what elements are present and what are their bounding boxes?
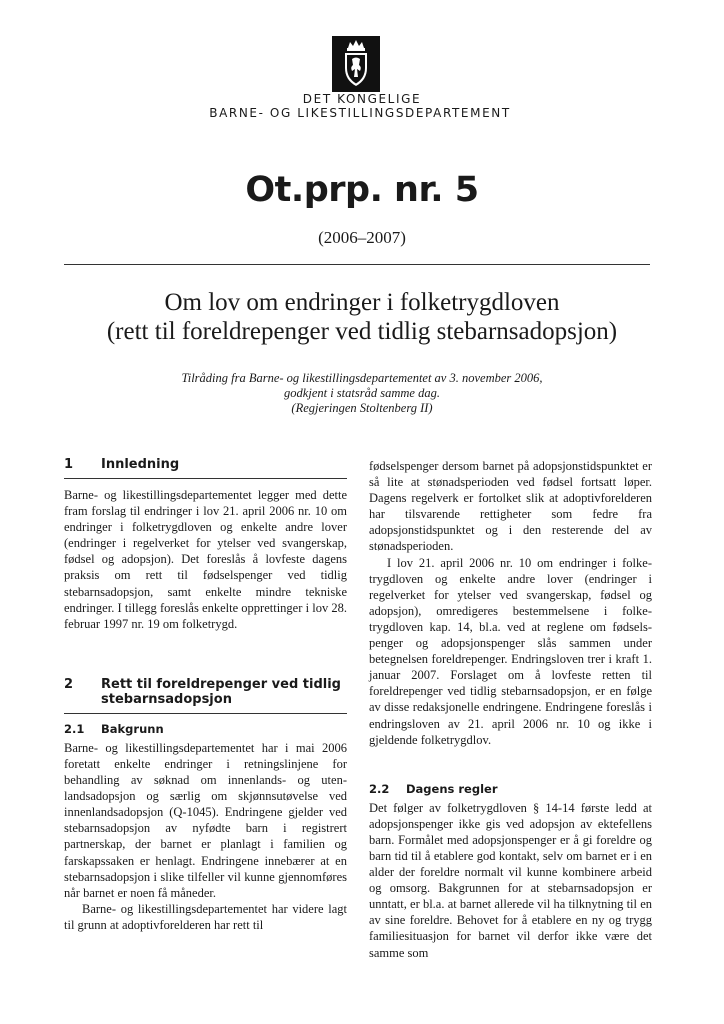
paragraph: Det følger av folketrygdloven § 14-14 første ledd at adopsjonspenger ikke gis ved adopsjon av ektefellens barn. Formålet med adopsjonspenger er å gi foreldre og barn tid til å etablere god kontakt, selv om barnet er i en alder der foreldre normalt vil kunne kombinere arbeid og omsorg. Bakgrunnen for at stebarnsadopsjon er unntatt, er bl.a. at barnet allerede vil ha tilknytning til en av sine foreldre. Behovet for å etablere en ny og trygg familiesituasjon for barnet vil derfor ikke være det samme som: [369, 800, 652, 960]
approval-note: [80, 371, 644, 416]
paragraph: I lov 21. april 2006 nr. 10 om endringer i folketrygdloven og enkelte andre lover (endringer i regelverket for ytelser ved svangerskap, fødsel og adopsjon), omredigeres bestemmelsene i folketrygdloven kap. 14, bl.a. ved at reglene om fødselspenger og adopsjonspenger slås sammen under betegnelsen foreldrepenger. Endringsloven trer i kraft 1. januar 2007. Forslaget om å lovfeste retten til foreldrepenger ved tidlig stebarnsadopsjon, er en følge av disse redaksjonelle endringene. Endringene foreslås i endringsloven av 21. april 2006 nr. 10 og ikke i gjeldende folketrygdlov.: [369, 555, 652, 747]
approval-line3: (Regjeringen Stoltenberg II): [291, 401, 433, 415]
section-heading-2: [64, 677, 347, 714]
section-title: Rett til foreldrepenger ved tidlig stebarnsadopsjon: [101, 676, 341, 707]
department-name-line2: BARNE- OG LIKESTILLINGSDEPARTEMENT: [209, 106, 511, 120]
subsection-heading-2-1: [64, 722, 347, 736]
subsection-title: Bakgrunn: [101, 721, 164, 736]
document-subtitle: [40, 288, 684, 346]
section-title: Innledning: [101, 457, 180, 472]
subsection-number: 2.2: [369, 781, 390, 796]
section-number: 2: [64, 676, 74, 692]
subtitle-line2: (rett til foreldrepenger ved tidlig stebarnsadopsjon): [106, 318, 618, 345]
subsection-heading-2-2: [369, 782, 652, 796]
session-years: (2006–2007): [318, 228, 406, 247]
title-divider: [64, 264, 650, 265]
norwegian-coat-of-arms-icon: [332, 36, 380, 92]
document-title: Ot.prp. nr. 5: [245, 170, 479, 210]
section-number: 1: [64, 457, 74, 472]
section-heading-1: [64, 457, 347, 479]
approval-line1: Tilråding fra Barne- og likestillingsdepartementet av 3. november 2006,: [181, 371, 543, 385]
paragraph: Barne- og likestillingsdepartementet legger med dette fram forslag til endringer i lov 21. april 2006 nr. 10 om endringer i folketrygdloven og enkelte andre lover (endringer i regelverket for ytelser ved svangerskap, fødsel og adopsjon). Det foreslås å lovfeste dagens praksis om rett til fødselspenger ved tidlig stebarnsadopsjon, samt enkelte mindre tekniske endringer. I tillegg foreslås enkelte opprettinger i lov 28. februar 1997 nr. 19 om folketrygd.: [64, 488, 347, 631]
left-column: [64, 457, 347, 933]
department-name-line1: DET KONGELIGE: [302, 92, 422, 106]
approval-line2: godkjent i statsråd samme dag.: [284, 386, 440, 400]
subsection-number: 2.1: [64, 721, 85, 736]
subsection-title: Dagens regler: [406, 781, 498, 796]
subtitle-line1: Om lov om endringer i folketrygdloven: [164, 289, 560, 316]
right-column: [369, 458, 652, 961]
paragraph: fødselspenger dersom barnet på adopsjonstidspunktet er så lite at stønadsperioden ved fødsel fortsatt løper. Dagens regelverk er fortolket slik at adoptivforelderen har tilsvarende rettigheter som fedre fra adopsjonstidspunktet og i den resterende del av stønadsperioden.: [369, 459, 652, 554]
paragraph: Barne- og likestillingsdepartementet har i mai 2006 foretatt enkelte endringer i retningslinjene for behandling av søknad om innenlands- og utenlandsadopsjon og særlig om skjønnsutøvelse ved innenlandsadopsjon (Q-1045). Endringene gjelder ved stebarnsadopsjon av nyfødte barn i registrert partnerskap, der barnet er planlagt i familien og farskapssaken er henlagt. Endringene innebærer at en stebarnsadopsjon i slike tilfeller vil kunne gjennomføres når barnet er noen få måneder.: [64, 740, 347, 900]
paragraph: Barne- og likestillingsdepartementet har videre lagt til grunn at adoptivforelderen har rett til: [64, 901, 347, 932]
